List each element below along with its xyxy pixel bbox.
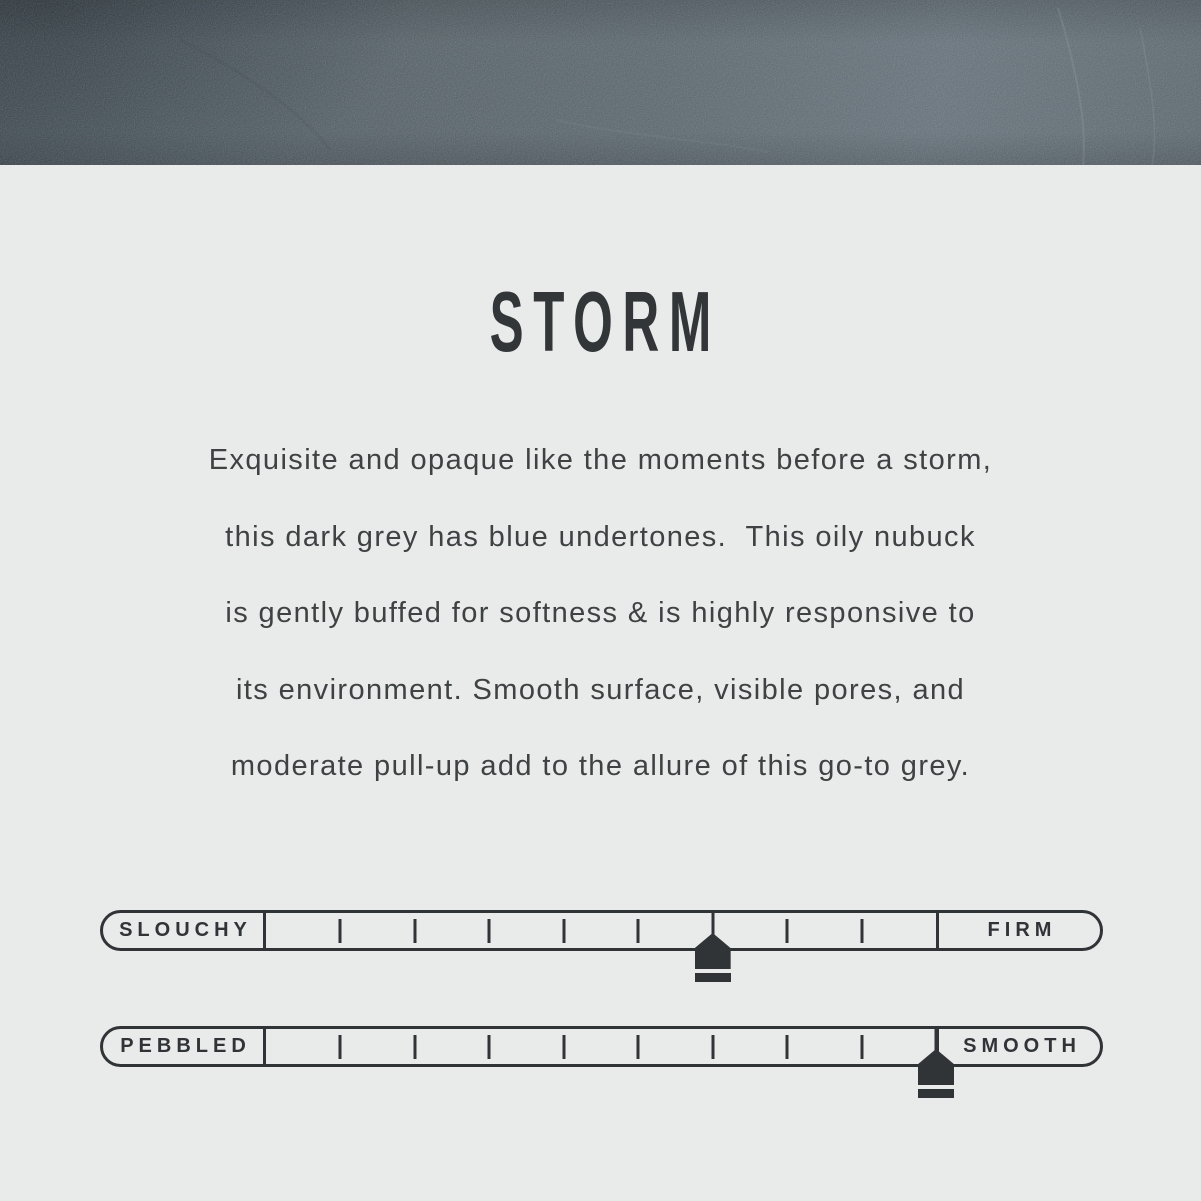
texture-scale-tick	[339, 1035, 342, 1059]
marker-pointer-icon	[918, 1049, 954, 1085]
texture-scale-tick	[488, 1035, 491, 1059]
firmness-scale-tick	[562, 919, 565, 943]
texture-scale-tick	[637, 1035, 640, 1059]
texture-scale	[100, 1026, 1103, 1067]
firmness-scale-tick	[339, 919, 342, 943]
texture-scale-right-label: SMOOTH	[963, 1035, 1081, 1057]
marker-base	[918, 1089, 954, 1098]
texture-scale-track	[266, 1029, 936, 1064]
leather-swatch-image	[0, 0, 1201, 165]
firmness-scale-tick	[488, 919, 491, 943]
texture-scale-tick	[711, 1035, 714, 1059]
texture-scale-tick	[562, 1035, 565, 1059]
marker-base	[695, 973, 731, 982]
description-line: moderate pull-up add to the allure of this go-to grey.	[230, 750, 971, 782]
firmness-scale-marker	[695, 913, 731, 948]
color-name-title: STORM	[489, 275, 721, 370]
texture-scale-tick	[860, 1035, 863, 1059]
texture-scale-right-cell	[936, 1029, 1100, 1064]
firmness-scale-left-cell	[103, 913, 266, 948]
description-line: this dark grey has blue undertones. This oily nubuck	[225, 520, 976, 553]
marker-stem	[711, 913, 714, 936]
firmness-scale-left-label: SLOUCHY	[119, 919, 252, 941]
description-line: its environment. Smooth surface, visible pores, and	[235, 673, 966, 706]
description-line: is gently buffed for softness & is highly responsive to	[225, 597, 976, 629]
marker-stem	[935, 1029, 938, 1052]
texture-scale-tick	[786, 1035, 789, 1059]
marker-pointer-icon	[695, 933, 731, 969]
firmness-scale-tick	[860, 919, 863, 943]
firmness-scale-tick	[413, 919, 416, 943]
description-line: Exquisite and opaque like the moments before a storm,	[208, 444, 993, 476]
leather-texture-grain	[0, 0, 1201, 165]
color-description	[0, 422, 1201, 805]
texture-scale-marker	[918, 1029, 954, 1064]
firmness-scale-tick	[786, 919, 789, 943]
texture-scale-tick	[413, 1035, 416, 1059]
firmness-scale-track	[266, 913, 936, 948]
firmness-scale	[100, 910, 1103, 951]
firmness-scale-right-cell	[936, 913, 1100, 948]
texture-scale-left-cell	[103, 1029, 266, 1064]
firmness-scale-right-label: FIRM	[987, 919, 1057, 941]
firmness-scale-tick	[637, 919, 640, 943]
texture-scale-left-label: PEBBLED	[120, 1035, 251, 1057]
